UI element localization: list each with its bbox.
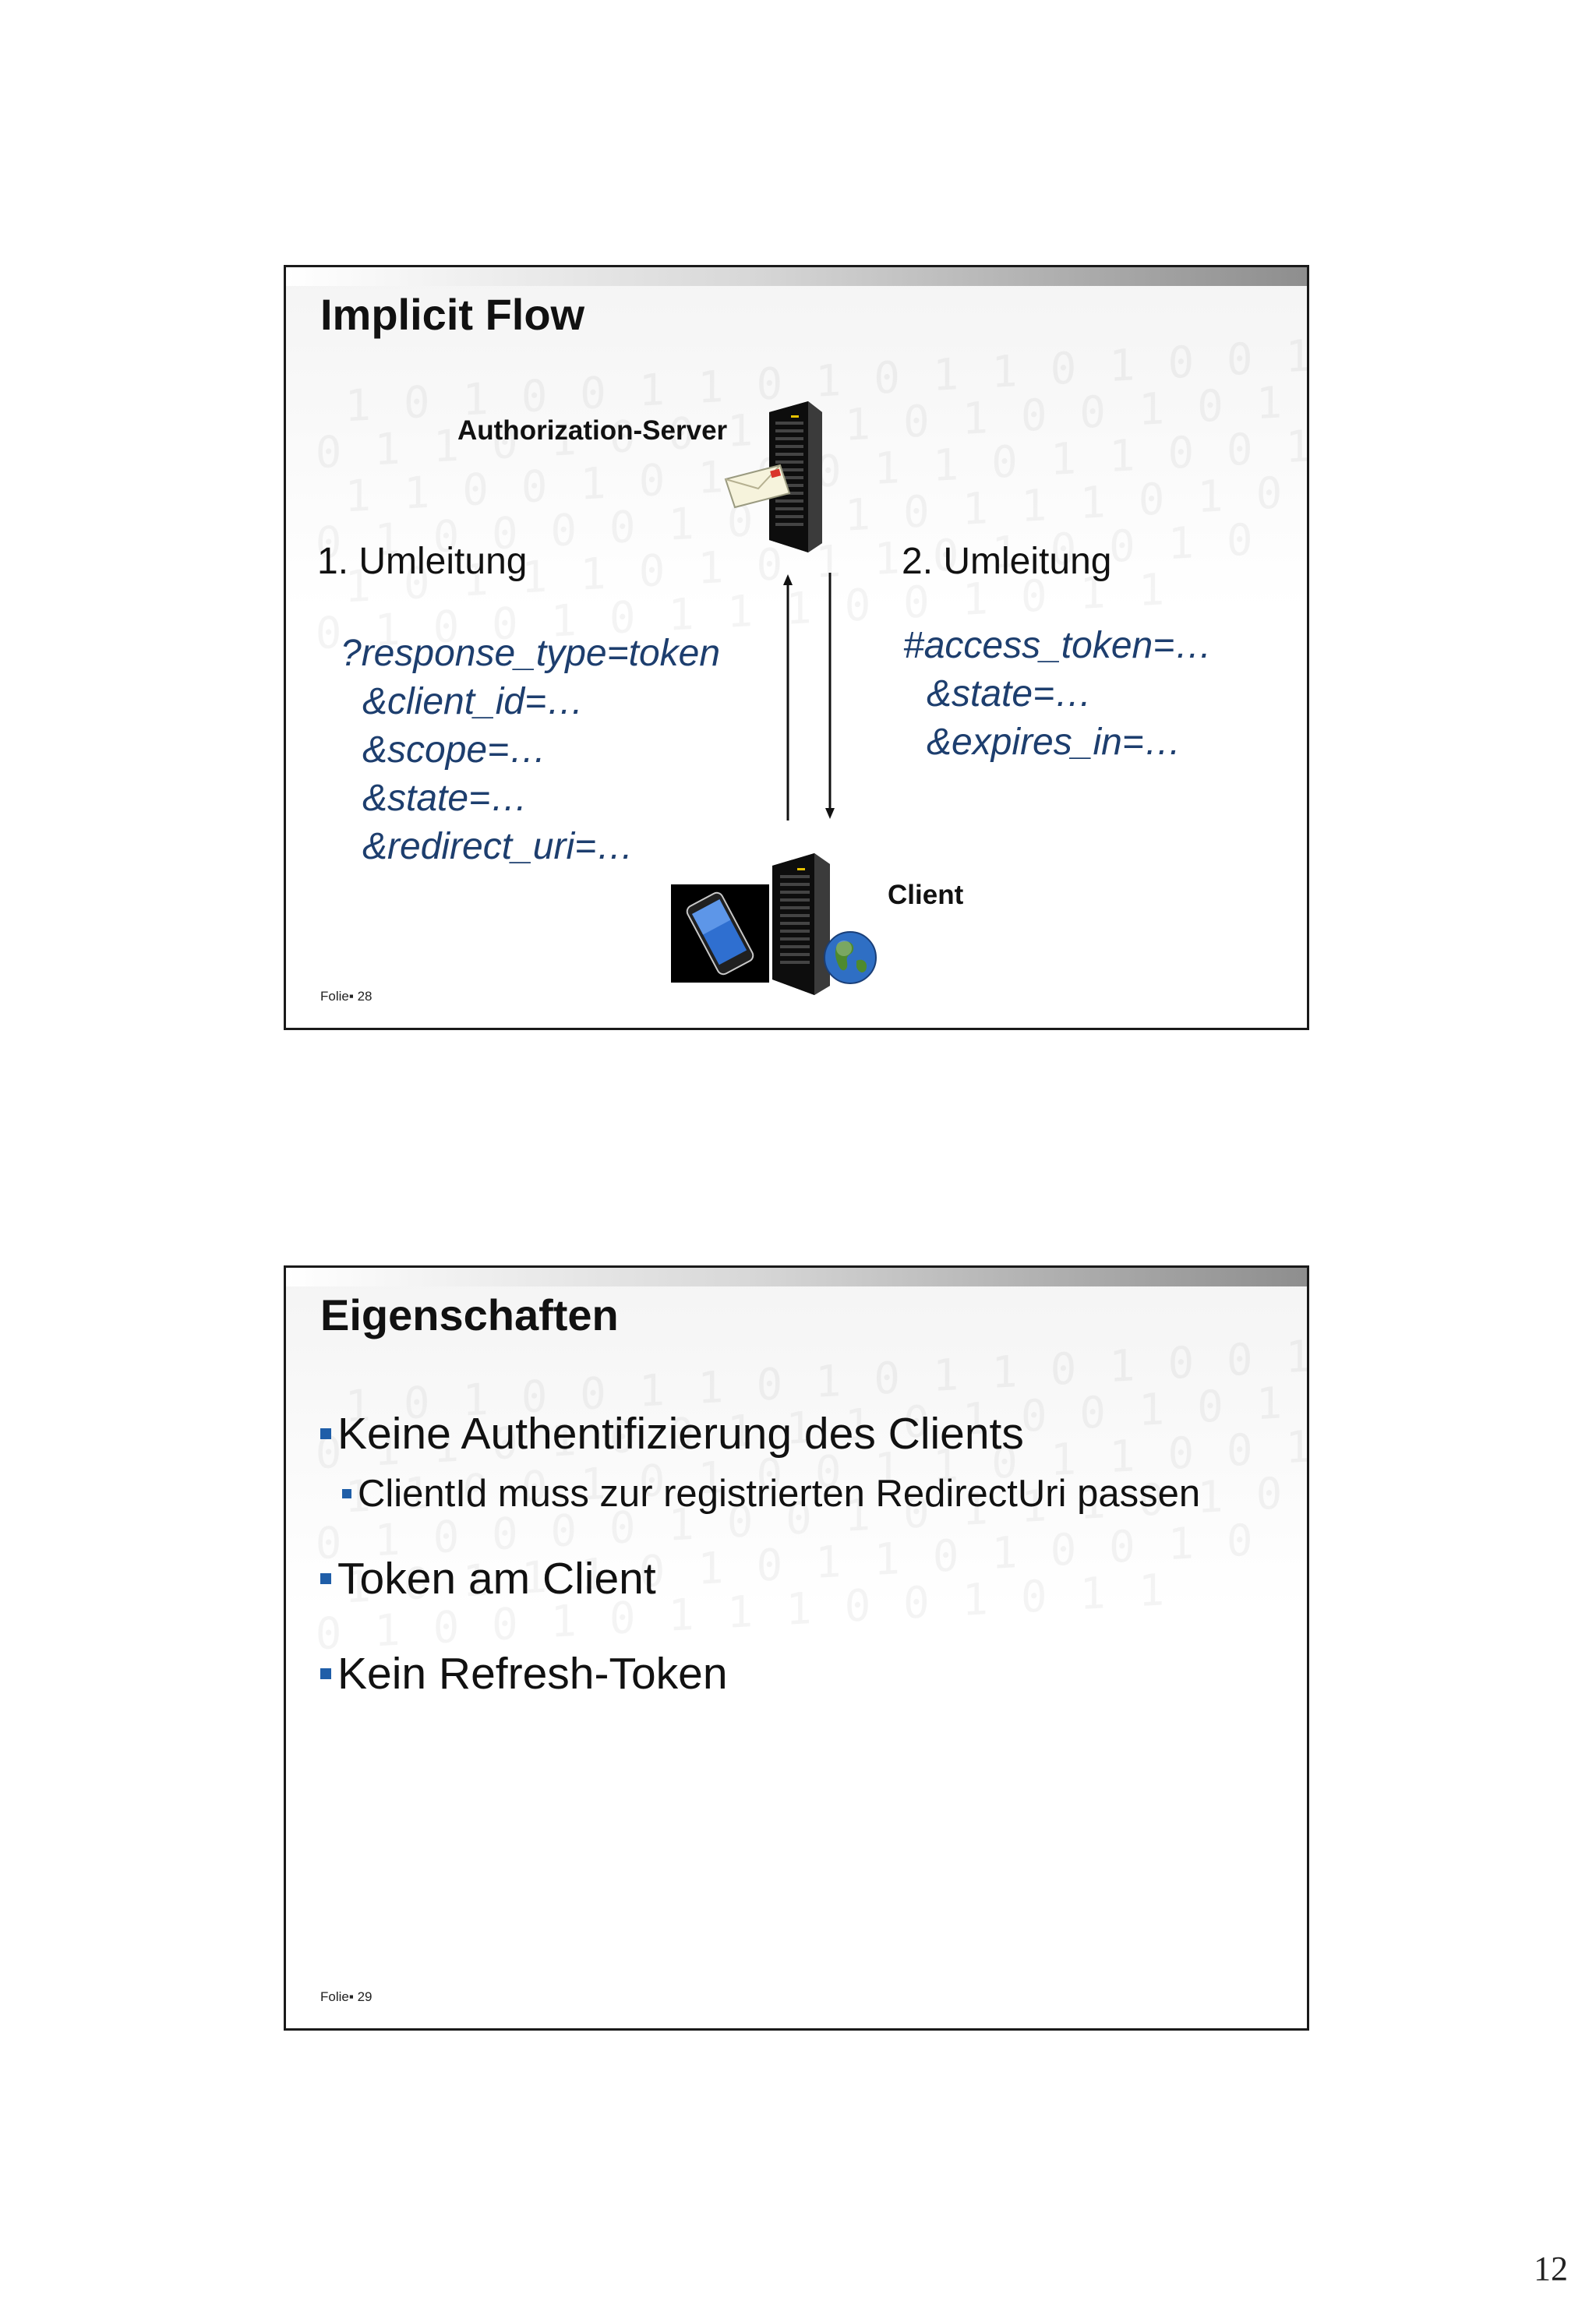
list-item [342, 1472, 1284, 1516]
bullet-text: Token am Client [337, 1554, 656, 1604]
list-item [320, 1553, 1284, 1604]
second-redirect-heading: 2. Umleitung [902, 541, 1112, 582]
bullet-text: Keine Authentifizierung des Clients [337, 1409, 1024, 1459]
slide-footer: Folie▪ 29 [320, 1989, 373, 2004]
bullet-marker [320, 1573, 331, 1584]
bullet-text: ClientId muss zur registrierten RedirectUri passen [358, 1473, 1201, 1515]
envelope-icon [722, 462, 793, 513]
slide-implicit-flow [284, 265, 1309, 1030]
down-arrow-icon [822, 573, 838, 824]
list-item [320, 1408, 1284, 1459]
first-redirect-heading: 1. Umleitung [317, 541, 528, 582]
bullet-marker [320, 1428, 331, 1439]
param-access-token: #access_token=… [903, 625, 1213, 666]
globe-icon [822, 930, 878, 990]
bullet-marker [342, 1489, 351, 1498]
bullet-list [320, 1408, 1284, 1699]
bullet-marker [320, 1668, 331, 1679]
up-arrow-icon [780, 573, 796, 824]
list-item [320, 1648, 1284, 1699]
param-response-type: ?response_type=token [341, 633, 721, 674]
slide-title: Implicit Flow [320, 290, 585, 339]
smartphone-icon [671, 884, 769, 986]
param-expires-in: &expires_in=… [927, 722, 1181, 763]
param-state-response: &state=… [927, 673, 1093, 715]
param-redirect-uri: &redirect_uri=… [362, 826, 634, 867]
slide-top-bar [286, 1268, 1307, 1286]
slide-footer: Folie▪ 28 [320, 989, 373, 1004]
slide-title: Eigenschaften [320, 1290, 619, 1339]
param-client-id: &client_id=… [362, 681, 584, 722]
authorization-server-label: Authorization-Server [457, 415, 728, 446]
param-state: &state=… [362, 778, 528, 819]
bullet-text: Kein Refresh-Token [337, 1649, 728, 1699]
client-label: Client [888, 880, 964, 910]
slide-top-bar [286, 267, 1307, 286]
slide-eigenschaften [284, 1265, 1309, 2031]
page-number: 12 [1534, 2250, 1568, 2288]
param-scope: &scope=… [362, 729, 547, 771]
